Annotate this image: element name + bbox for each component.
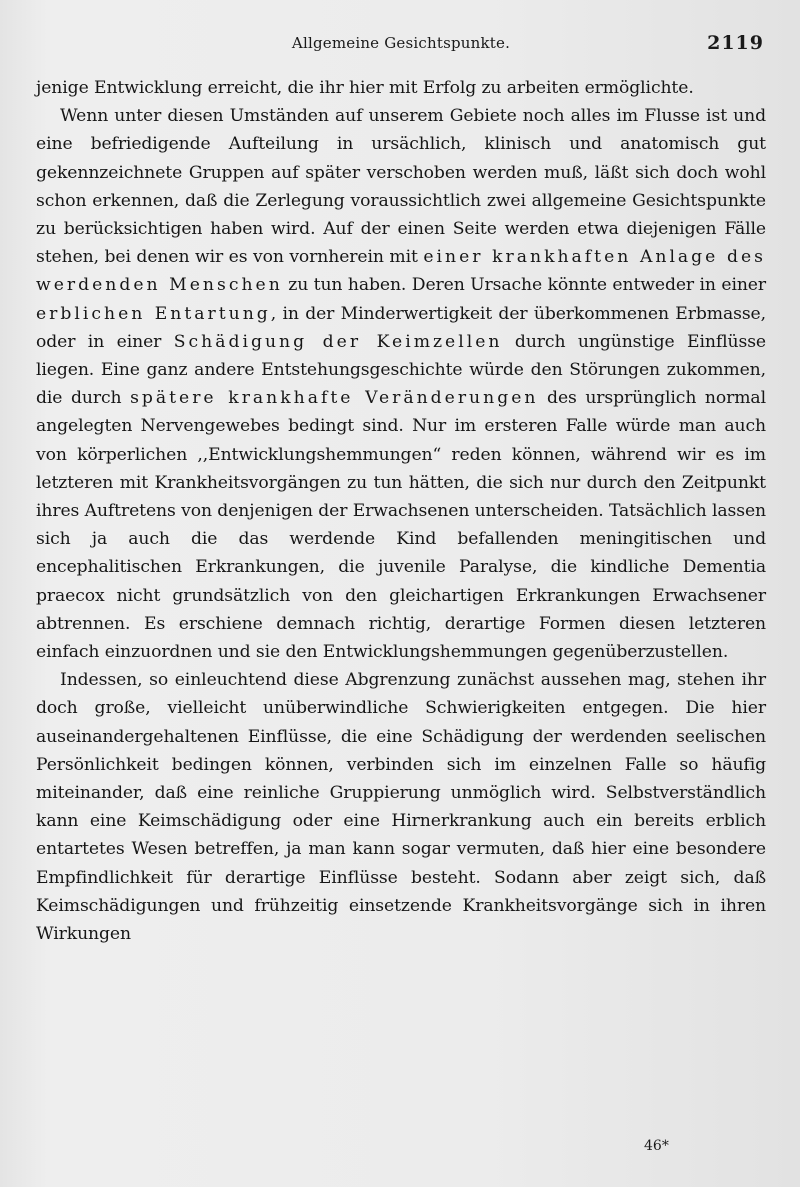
page-number: 2119 xyxy=(707,32,764,54)
paragraph-main-text-2: zu tun haben. Deren Ursache könnte entweder in einer xyxy=(282,275,766,296)
running-title: Allgemeine Gesichtspunkte. xyxy=(291,34,511,52)
paragraph-indessen: Indessen, so einleuchtend diese Abgrenzung zunächst aussehen mag, stehen ihr doch große, vielleicht unüberwindliche Schwierigkeiten entgegen. Die hier auseinandergehaltenen Einflüsse, die eine Schädigung der werdenden seelischen Persönlichkeit bedingen können, verbinden sich im einzelnen Falle so häufig miteinander, daß eine reinliche Gruppierung unmöglich wird. Selbstverständlich kann eine Keimschädigung oder eine Hirnerkrankung auch ein bereits erblich entartetes Wesen betreffen, ja man kann sogar vermuten, daß hier eine besondere Empfindlichkeit für derartige Einflüsse besteht. Sodann aber zeigt sich, daß Keimschädigungen und frühzeitig einsetzende Krankheitsvorgänge sich in ihren Wirkungen xyxy=(36,670,766,945)
paragraph-main-text-3: , in der Minderwertigkeit der überkommenen Erbmasse, oder in einer xyxy=(36,303,766,352)
page-header xyxy=(36,34,766,58)
body-text xyxy=(36,74,766,948)
emphasis-keimschaedigung: Schädigung der Keimzellen xyxy=(173,331,503,352)
emphasis-krankhafte-anlage: einer krankhaften Anlage des werdenden Menschen xyxy=(36,247,766,296)
emphasis-spaetere-veraenderungen: spätere krankhafte Veränderungen xyxy=(130,388,539,409)
signature-mark: 46* xyxy=(644,1138,669,1154)
emphasis-erbliche-entartung: erblichen Entartung xyxy=(36,303,271,324)
paragraph-continuation: jenige Entwicklung erreicht, die ihr hier mit Erfolg zu arbeiten ermöglichte. xyxy=(36,78,694,98)
paragraph-main-text-4: durch ungünstige Einflüsse liegen. Eine ganz andere Entstehungsgeschichte würde den Störungen zukommen, die durch xyxy=(36,331,766,409)
paragraph-main xyxy=(36,102,766,666)
paragraph-main-text-1: Wenn unter diesen Umständen auf unserem Gebiete noch alles im Flusse ist und eine befriedigende Aufteilung in ursächlich, klinisch und anatomisch gut gekennzeichnete Gruppen auf später verschoben werden muß, läßt sich doch wohl schon erkennen, daß die Zerlegung voraussichtlich zwei allgemeine Gesichtspunkte zu berücksichtigen haben wird. Auf der einen Seite werden etwa diejenigen Fälle stehen, bei denen wir es von vornherein mit xyxy=(36,106,766,268)
paragraph-main-text-5: des ursprünglich normal angelegten Nervengewebes bedingt sind. Nur im ersteren Falle würde man auch von körperlichen ,,Entwicklungshemmungen“ reden können, während wir es im letzteren mit Krankheitsvorgängen zu tun hätten, die sich nur durch den Zeitpunkt ihres Auftretens von denjenigen der Erwachsenen unterscheiden. Tatsächlich lassen sich ja auch die das werdende Kind befallenden meningitischen und encephalitischen Erkrankungen, die juvenile Paralyse, die kindliche Dementia praecox nicht grundsätzlich von den gleichartigen Erkrankungen Erwachsener abtrennen. Es erschiene demnach richtig, derartige Formen diesen letzteren einfach einzuordnen und sie den Entwicklungshemmungen gegenüberzustellen. xyxy=(36,388,766,663)
